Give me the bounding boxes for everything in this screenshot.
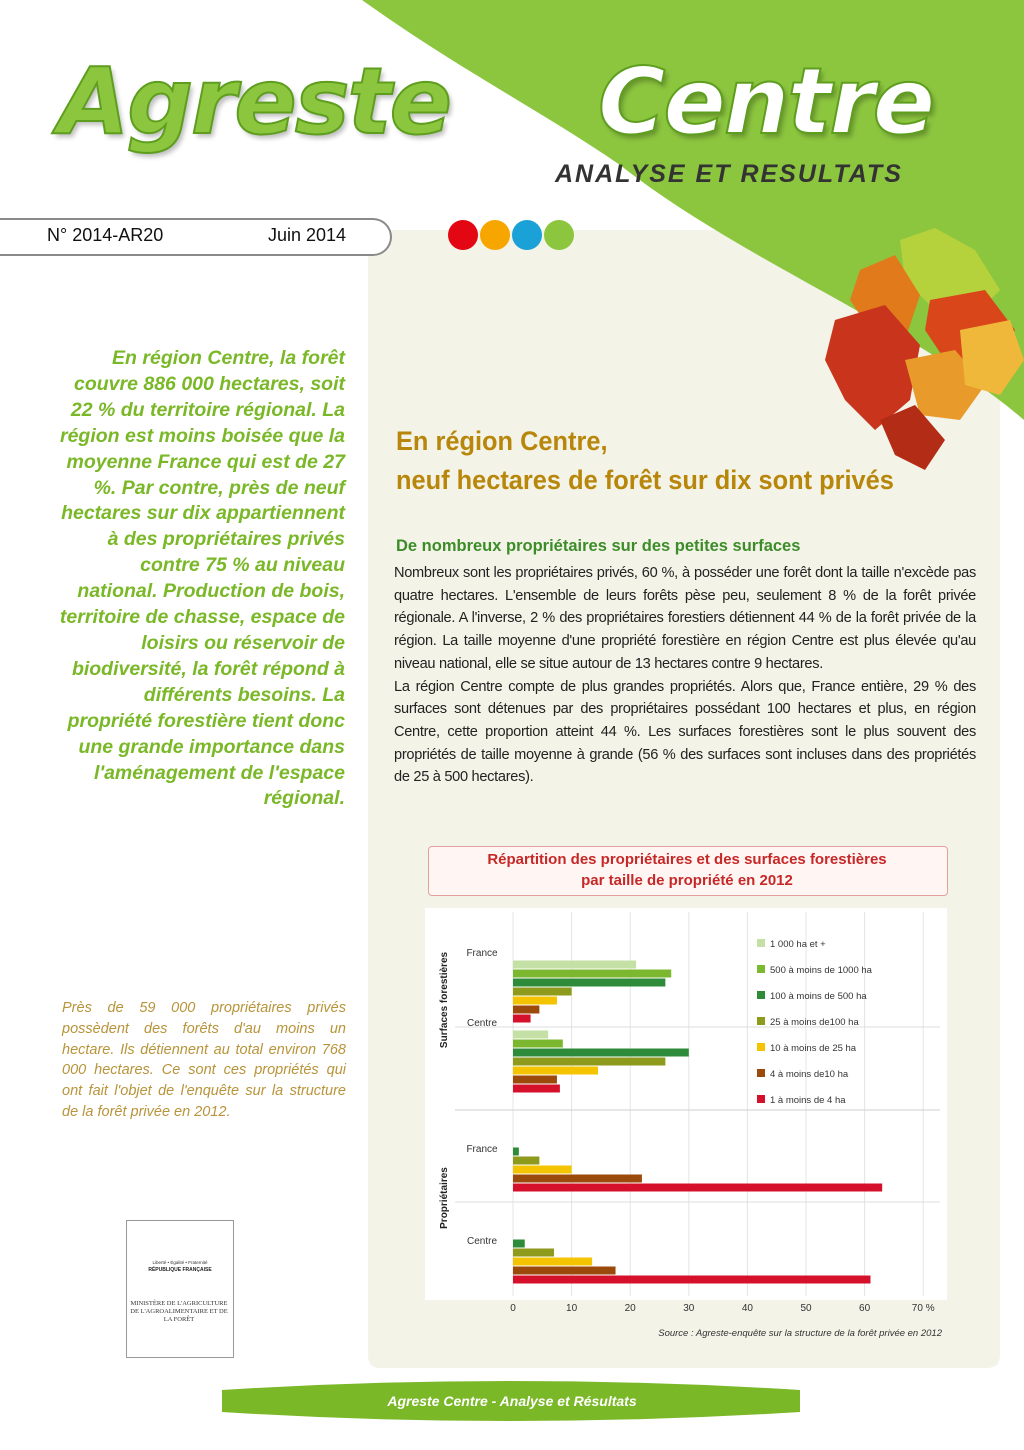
- bar: [513, 1148, 519, 1156]
- dot-green: [544, 220, 574, 250]
- x-tick-label: 0: [510, 1303, 516, 1314]
- bar: [513, 988, 572, 996]
- bar: [513, 1240, 525, 1248]
- dot-red: [448, 220, 478, 250]
- legend-swatch: [757, 1043, 765, 1051]
- article-title-line1: En région Centre,: [396, 426, 608, 456]
- legend-swatch: [757, 1017, 765, 1025]
- legend-label: 1 000 ha et +: [770, 939, 826, 950]
- legend-label: 1 à moins de 4 ha: [770, 1095, 846, 1106]
- logo-republic: RÉPUBLIQUE FRANÇAISE: [148, 1267, 212, 1273]
- bar: [513, 1267, 616, 1275]
- bar: [513, 979, 665, 987]
- category-label: Centre: [466, 1236, 498, 1247]
- bar: [513, 1085, 560, 1093]
- group-label: Surfaces forestières: [439, 951, 450, 1049]
- bar: [513, 1175, 642, 1183]
- logo-motto: Liberté • Égalité • Fraternité: [152, 1260, 208, 1265]
- bar: [513, 1049, 689, 1057]
- category-label: Centre: [466, 1018, 498, 1029]
- legend-swatch: [757, 991, 765, 999]
- chart-source: Source : Agreste-enquête sur la structure de la forêt privée en 2012: [658, 1328, 942, 1339]
- brand-centre-wordmark: Centre: [598, 48, 934, 155]
- brand-agreste-wordmark: Agreste: [58, 48, 450, 155]
- x-tick-label: 40: [741, 1303, 753, 1314]
- chart-title: [428, 849, 946, 891]
- group-label: Propriétaires: [439, 1167, 450, 1229]
- legend-swatch: [757, 1095, 765, 1103]
- bar: [513, 1006, 539, 1014]
- bar: [513, 1166, 572, 1174]
- publication-subtitle: ANALYSE ET RESULTATS: [555, 160, 903, 188]
- bar: [513, 997, 557, 1005]
- dot-orange: [480, 220, 510, 250]
- x-tick-label: 60: [859, 1303, 871, 1314]
- bar: [513, 1076, 557, 1084]
- x-tick-label: 10: [566, 1303, 578, 1314]
- issue-number: N° 2014-AR20: [47, 225, 164, 245]
- ministry-name: MINISTÈRE DE L'AGRICULTURE DE L'AGROALIMENTAIRE ET DE LA FORÊT: [130, 1300, 228, 1323]
- bar: [513, 1031, 548, 1039]
- issue-date: Juin 2014: [268, 225, 347, 245]
- bar: [513, 1258, 592, 1266]
- bar: [513, 1276, 870, 1284]
- bar: [513, 1040, 563, 1048]
- bar: [513, 961, 636, 969]
- bar: [513, 1249, 554, 1257]
- article-body: [394, 562, 976, 789]
- article-title-line2: neuf hectares de forêt sur dix sont privés: [396, 465, 894, 495]
- x-tick-label: 50: [800, 1303, 812, 1314]
- article-title: [396, 422, 960, 500]
- side-note: Près de 59 000 propriétaires privés possèdent des forêts d'au moins un hectare. Ils détiennent au total environ 768 000 hectares. Ce sont ces propriétés qui ont fait l'objet de l'enquête sur la structure de la forêt privée en 2012.: [62, 1000, 346, 1120]
- section-title: De nombreux propriétaires sur des petites surfaces: [396, 537, 801, 555]
- legend-label: 4 à moins de10 ha: [770, 1069, 849, 1080]
- chart-title-line1: Répartition des propriétaires et des surfaces forestières: [487, 851, 887, 868]
- legend-swatch: [757, 965, 765, 973]
- ministry-logo-box: [126, 1220, 234, 1358]
- chart-title-line2: par taille de propriété en 2012: [581, 872, 793, 889]
- bar: [513, 970, 671, 978]
- x-tick-label: 70 %: [911, 1303, 935, 1314]
- category-label: France: [466, 948, 498, 959]
- legend-label: 100 à moins de 500 ha: [770, 991, 867, 1002]
- x-tick-label: 20: [624, 1303, 636, 1314]
- legend-swatch: [757, 939, 765, 947]
- footer-label: Agreste Centre - Analyse et Résultats: [387, 1393, 637, 1409]
- category-label: France: [466, 1144, 498, 1155]
- legend-label: 500 à moins de 1000 ha: [770, 965, 872, 976]
- paragraph: Nombreux sont les propriétaires privés, 60 %, à posséder une forêt dont la taille n'excède pas quatre hectares. L'ensemble de leurs forêts pèse peu, seulement 8 % de la forêt privée régionale. A l'inverse, 2 % des propriétaires forestiers détiennent 44 % de la forêt privée de la région. La taille moyenne d'une propriété forestière en région Centre est plus élevée qu'au niveau national, elle se situe autour de 13 hectares contre 9 hectares.: [394, 565, 976, 672]
- bar: [513, 1015, 531, 1023]
- paragraph: La région Centre compte de plus grandes propriétés. Alors que, France entière, 29 % des surfaces sont détenues par des propriétaires possédant 100 hectares et plus, en région Centre, cette proportion atteint 44 %. Les surfaces forestières sont le plus souvent des propriétés de taille moyenne à grande (56 % des surfaces sont incluses dans des propriétés de 25 à 500 hectares).: [394, 678, 976, 786]
- intro-summary: En région Centre, la forêt couvre 886 000 hectares, soit 22 % du territoire régional. La région est moins boisée que la moyenne France qui est de 27 %. Par contre, près de neuf hectares sur dix appartiennent à des propriétaires privés contre 75 % au niveau national. Production de bois, territoire de chasse, espace de loisirs ou réservoir de biodiversité, la forêt répond à différents besoins. La propriété forestière tient donc une grande importance dans l'aménagement de l'espace régional.: [59, 347, 345, 810]
- x-tick-label: 30: [683, 1303, 695, 1314]
- legend-swatch: [757, 1069, 765, 1077]
- legend-label: 25 à moins de100 ha: [770, 1017, 859, 1028]
- bar: [513, 1157, 539, 1165]
- legend-label: 10 à moins de 25 ha: [770, 1043, 857, 1054]
- bar: [513, 1058, 665, 1066]
- bar: [513, 1184, 882, 1192]
- bar: [513, 1067, 598, 1075]
- dot-blue: [512, 220, 542, 250]
